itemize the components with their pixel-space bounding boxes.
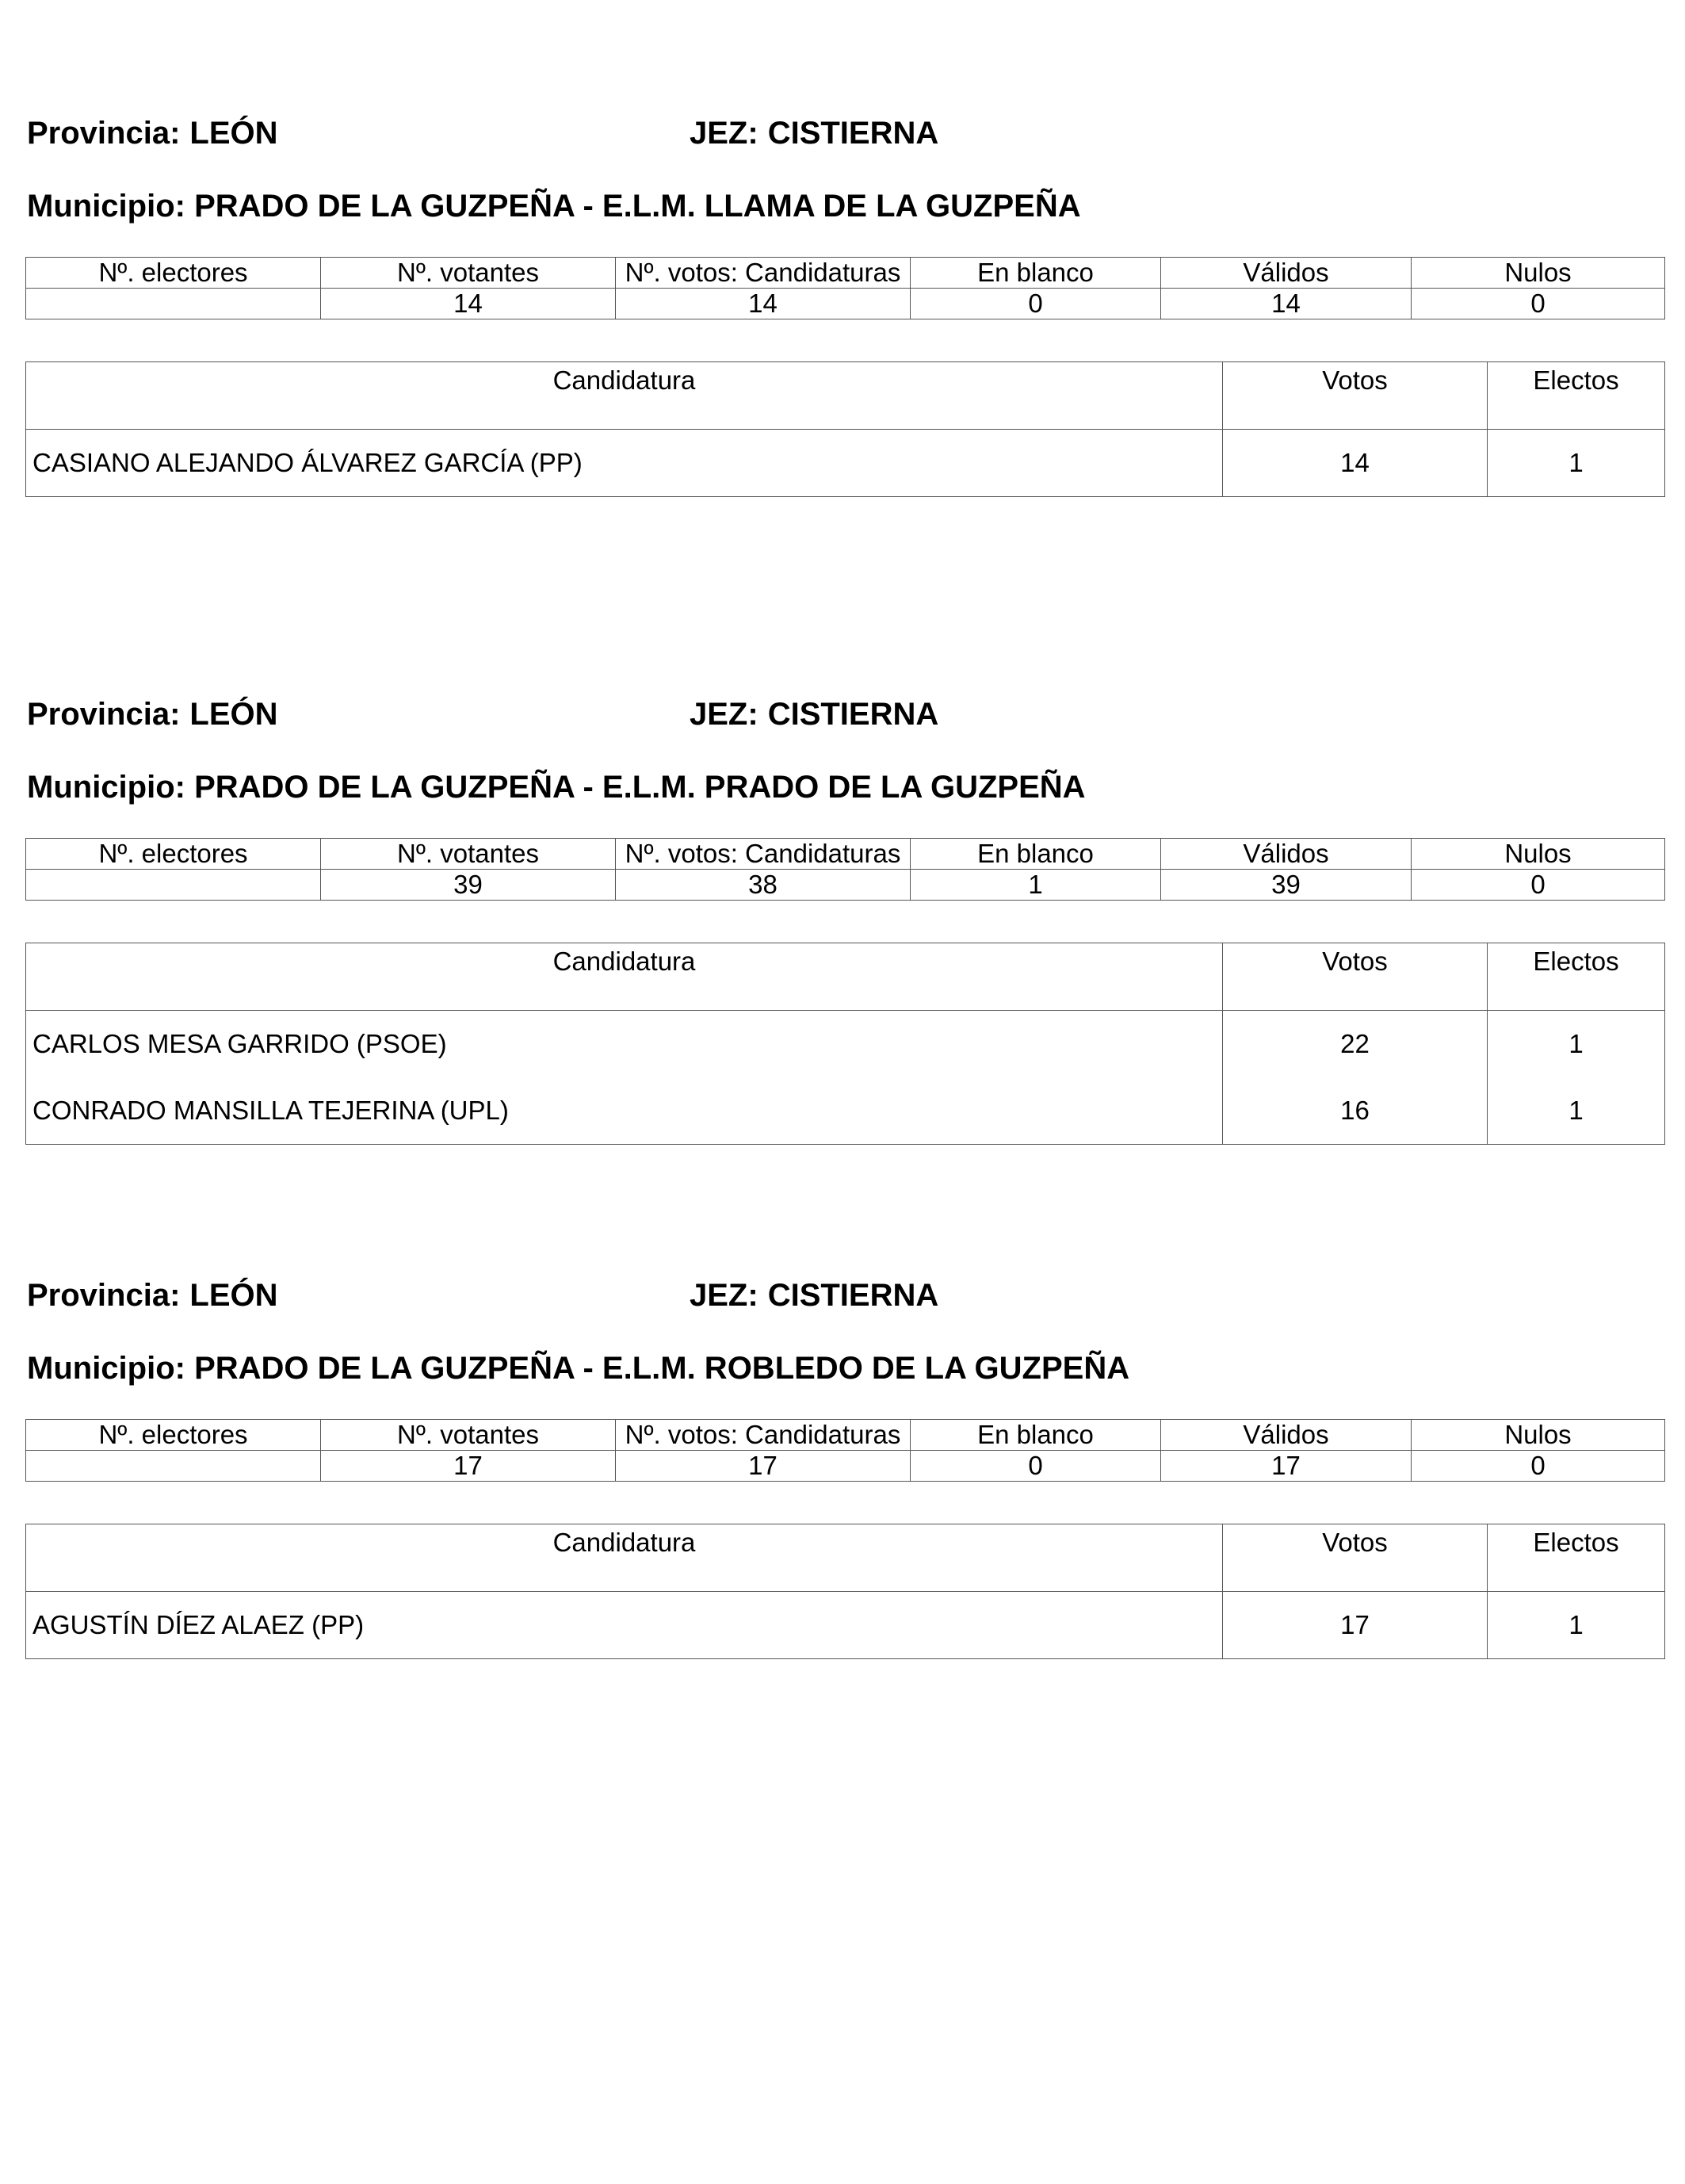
stats-header-cell: Nº. electores xyxy=(26,1420,321,1451)
provincia-line xyxy=(27,1278,278,1314)
table-row xyxy=(26,430,1665,497)
candidate-electos: 1 xyxy=(1488,1077,1665,1145)
provincia-line xyxy=(27,697,278,732)
stats-value-cell: 1 xyxy=(911,870,1161,901)
stats-value-cell xyxy=(26,870,321,901)
stats-header-cell: Nº. votos: Candidaturas xyxy=(616,1420,911,1451)
candidate-electos: 1 xyxy=(1488,430,1665,497)
municipio-line xyxy=(27,1351,1129,1387)
candidate-electos: 1 xyxy=(1488,1592,1665,1659)
stats-header-cell: En blanco xyxy=(911,839,1161,870)
stats-table xyxy=(25,838,1665,901)
candidate-name: CARLOS MESA GARRIDO (PSOE) xyxy=(26,1011,1223,1078)
votos-header: Votos xyxy=(1223,1524,1488,1592)
stats-value-cell: 17 xyxy=(321,1451,616,1482)
jez-line xyxy=(690,697,938,732)
stats-header-cell: Válidos xyxy=(1161,839,1412,870)
municipio-label: Municipio: xyxy=(27,1351,185,1386)
electos-header: Electos xyxy=(1488,362,1665,430)
stats-value-cell: 14 xyxy=(616,289,911,319)
stats-header-row xyxy=(26,1420,1665,1451)
candidate-votos: 16 xyxy=(1223,1077,1488,1145)
table-row xyxy=(26,1011,1665,1078)
stats-header-cell: En blanco xyxy=(911,258,1161,289)
stats-value-cell: 0 xyxy=(1412,1451,1665,1482)
stats-header-cell: Nulos xyxy=(1412,258,1665,289)
stats-header-row xyxy=(26,258,1665,289)
candidate-name: CONRADO MANSILLA TEJERINA (UPL) xyxy=(26,1077,1223,1145)
provincia-line xyxy=(27,116,278,151)
jez-value: CISTIERNA xyxy=(767,116,939,151)
stats-header-cell: Nº. electores xyxy=(26,258,321,289)
jez-label: JEZ: xyxy=(690,697,758,732)
stats-header-cell: Nº. votos: Candidaturas xyxy=(616,839,911,870)
stats-value-cell xyxy=(26,289,321,319)
provincia-value: LEÓN xyxy=(189,116,278,151)
stats-value-cell: 0 xyxy=(1412,870,1665,901)
stats-value-cell: 0 xyxy=(911,289,1161,319)
candidates-table xyxy=(25,361,1665,497)
provincia-value: LEÓN xyxy=(189,1278,278,1313)
stats-value-cell: 0 xyxy=(1412,289,1665,319)
candidate-votos: 22 xyxy=(1223,1011,1488,1078)
candidate-votos: 17 xyxy=(1223,1592,1488,1659)
candidate-name: CASIANO ALEJANDO ÁLVAREZ GARCÍA (PP) xyxy=(26,430,1223,497)
stats-value-cell: 14 xyxy=(321,289,616,319)
stats-header-cell: Válidos xyxy=(1161,1420,1412,1451)
stats-header-cell: Válidos xyxy=(1161,258,1412,289)
jez-line xyxy=(690,116,938,151)
stats-header-cell: Nº. votantes xyxy=(321,839,616,870)
candidate-votos: 14 xyxy=(1223,430,1488,497)
candidates-header-row xyxy=(26,362,1665,430)
candidates-header-row xyxy=(26,943,1665,1011)
stats-value-cell: 17 xyxy=(1161,1451,1412,1482)
electos-header: Electos xyxy=(1488,1524,1665,1592)
jez-value: CISTIERNA xyxy=(767,1278,939,1313)
table-row xyxy=(26,1592,1665,1659)
electos-header: Electos xyxy=(1488,943,1665,1011)
stats-value-cell: 0 xyxy=(911,1451,1161,1482)
votos-header: Votos xyxy=(1223,943,1488,1011)
stats-header-cell: Nº. votantes xyxy=(321,258,616,289)
stats-header-cell: Nº. votos: Candidaturas xyxy=(616,258,911,289)
jez-label: JEZ: xyxy=(690,116,758,151)
candidates-header-row xyxy=(26,1524,1665,1592)
stats-value-cell: 14 xyxy=(1161,289,1412,319)
provincia-label: Provincia: xyxy=(27,116,181,151)
stats-header-row xyxy=(26,839,1665,870)
municipio-line xyxy=(27,770,1086,805)
votos-header: Votos xyxy=(1223,362,1488,430)
municipio-label: Municipio: xyxy=(27,770,185,805)
stats-value-row xyxy=(26,1451,1665,1482)
stats-header-cell: En blanco xyxy=(911,1420,1161,1451)
stats-table xyxy=(25,257,1665,319)
jez-line xyxy=(690,1278,938,1314)
stats-header-cell: Nº. electores xyxy=(26,839,321,870)
stats-value-cell xyxy=(26,1451,321,1482)
municipio-value: PRADO DE LA GUZPEÑA - E.L.M. ROBLEDO DE LA GUZPEÑA xyxy=(194,1351,1130,1386)
jez-label: JEZ: xyxy=(690,1278,758,1313)
table-row xyxy=(26,1077,1665,1145)
candidates-table xyxy=(25,943,1665,1145)
stats-header-cell: Nulos xyxy=(1412,1420,1665,1451)
stats-value-cell: 17 xyxy=(616,1451,911,1482)
provincia-label: Provincia: xyxy=(27,697,181,732)
municipio-label: Municipio: xyxy=(27,189,185,224)
municipio-line xyxy=(27,189,1081,224)
stats-value-row xyxy=(26,870,1665,901)
provincia-label: Provincia: xyxy=(27,1278,181,1313)
stats-value-cell: 39 xyxy=(1161,870,1412,901)
stats-value-cell: 39 xyxy=(321,870,616,901)
stats-value-row xyxy=(26,289,1665,319)
jez-value: CISTIERNA xyxy=(767,697,939,732)
candidate-name: AGUSTÍN DÍEZ ALAEZ (PP) xyxy=(26,1592,1223,1659)
candidatura-header: Candidatura xyxy=(26,362,1223,430)
municipio-value: PRADO DE LA GUZPEÑA - E.L.M. LLAMA DE LA GUZPEÑA xyxy=(194,189,1081,224)
provincia-value: LEÓN xyxy=(189,697,278,732)
stats-header-cell: Nulos xyxy=(1412,839,1665,870)
candidate-electos: 1 xyxy=(1488,1011,1665,1078)
candidatura-header: Candidatura xyxy=(26,943,1223,1011)
stats-header-cell: Nº. votantes xyxy=(321,1420,616,1451)
stats-value-cell: 38 xyxy=(616,870,911,901)
candidatura-header: Candidatura xyxy=(26,1524,1223,1592)
candidates-table xyxy=(25,1524,1665,1659)
municipio-value: PRADO DE LA GUZPEÑA - E.L.M. PRADO DE LA GUZPEÑA xyxy=(194,770,1086,805)
stats-table xyxy=(25,1419,1665,1482)
